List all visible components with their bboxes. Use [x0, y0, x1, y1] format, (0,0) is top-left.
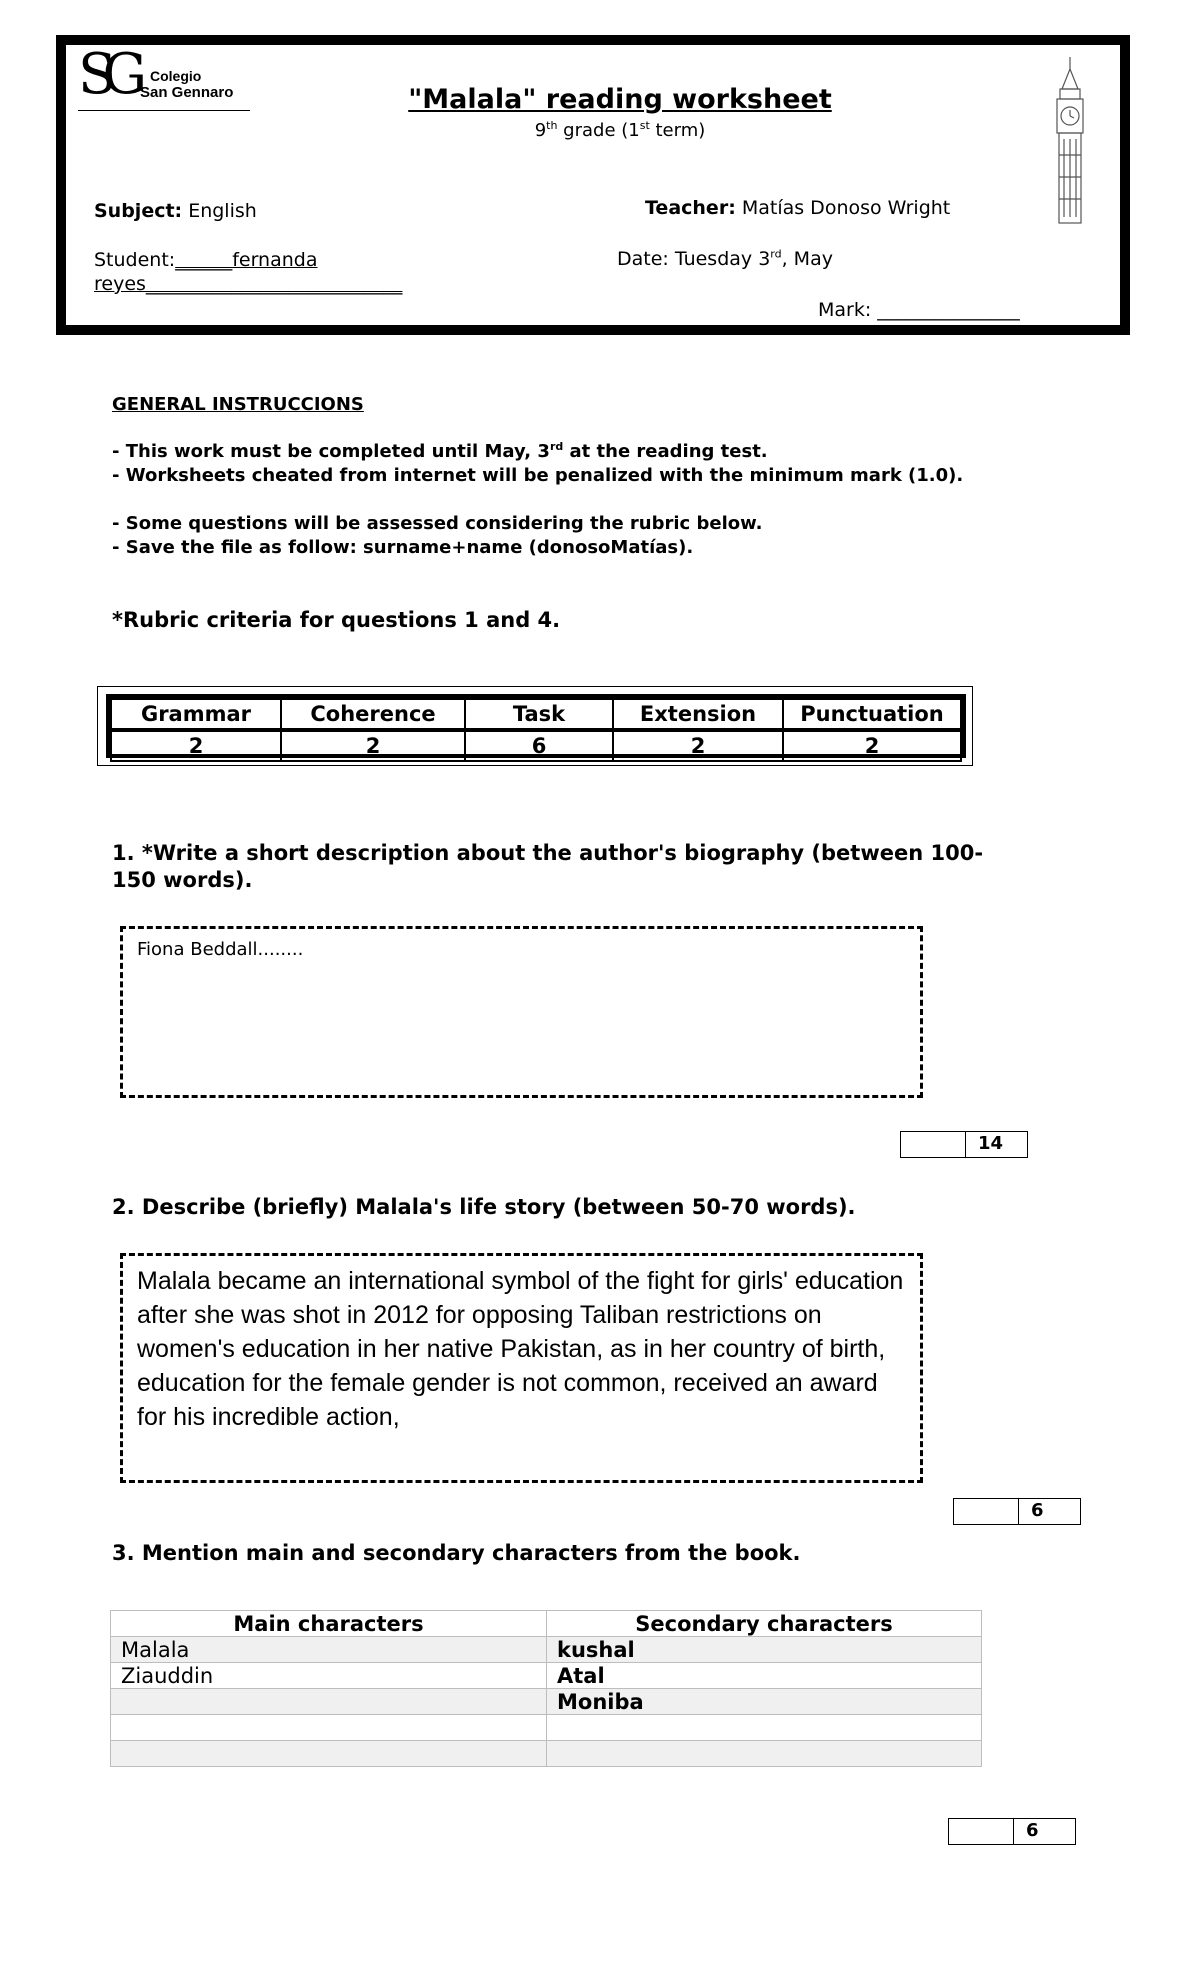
table-row: [111, 1637, 982, 1663]
date-field: Date: Tuesday 3rd, May: [617, 247, 833, 270]
column-main-characters: Main characters: [111, 1611, 547, 1637]
main-character-cell[interactable]: Ziauddin: [111, 1663, 547, 1689]
question-3: 3. Mention main and secondary characters from the book.: [112, 1541, 801, 1565]
answer-2-text: Malala became an international symbol of the fight for girls' education after she was shot in 2012 for opposing Taliban restrictions on women's education in her native Pakistan, as in her country of birth, education for the female gender is not common, received an award for his incredible action,: [137, 1267, 904, 1431]
score-value-1: 14: [978, 1133, 1004, 1154]
instruction-cheating: - Worksheets cheated from internet will be penalized with the minimum mark (1.0).: [112, 465, 964, 486]
logo-line-san-gennaro: San Gennaro: [140, 84, 234, 101]
rubric-title: *Rubric criteria for questions 1 and 4.: [112, 608, 561, 632]
subject-field: Subject: English: [94, 200, 257, 222]
logo-line-colegio: Colegio: [150, 68, 202, 84]
score-box-1: [900, 1131, 1028, 1158]
mark-field: Mark: _______________: [818, 299, 1020, 321]
teacher-field: Teacher: Matías Donoso Wright: [645, 197, 951, 219]
instruction-rubric: - Some questions will be assessed considering the rubric below.: [112, 513, 763, 534]
main-character-cell[interactable]: [111, 1741, 547, 1767]
rubric-header-coherence: Coherence: [281, 699, 465, 730]
rubric-value-coherence: 2: [281, 730, 465, 761]
logo-monogram: SG: [78, 42, 134, 107]
question-1: 1. *Write a short description about the author's biography (between 100-150 words).: [112, 841, 984, 892]
clock-tower-icon: [1040, 55, 1100, 225]
question-2: 2. Describe (briefly) Malala's life story (between 50-70 words).: [112, 1195, 856, 1219]
rubric-value-task: 6: [465, 730, 613, 761]
main-character-cell[interactable]: [111, 1715, 547, 1741]
score-input-3[interactable]: [949, 1819, 1014, 1844]
score-input-2[interactable]: [954, 1499, 1019, 1524]
secondary-character-cell[interactable]: [547, 1715, 982, 1741]
grade-term: 9th grade (1st term): [534, 119, 706, 141]
student-field: Student:______fernanda reyes___________________________: [94, 249, 403, 295]
answer-1-text: Fiona Beddall........: [137, 939, 304, 960]
instructions-title: GENERAL INSTRUCCIONS: [112, 394, 364, 415]
rubric-header-grammar: Grammar: [111, 699, 281, 730]
score-value-3: 6: [1026, 1820, 1039, 1841]
secondary-character-cell[interactable]: kushal: [547, 1637, 982, 1663]
table-row: [111, 1663, 982, 1689]
score-value-2: 6: [1031, 1500, 1044, 1521]
table-row: [111, 1715, 982, 1741]
instruction-deadline: - This work must be completed until May, 3rd at the reading test.: [112, 440, 768, 462]
table-row: [111, 1741, 982, 1767]
instruction-filename: - Save the file as follow: surname+name (donosoMatías).: [112, 537, 694, 558]
score-box-3: [948, 1818, 1076, 1845]
answer-2-box[interactable]: [120, 1253, 923, 1483]
worksheet-title: "Malala" reading worksheet: [408, 84, 832, 115]
score-box-2: [953, 1498, 1081, 1525]
rubric-header-task: Task: [465, 699, 613, 730]
rubric-value-extension: 2: [613, 730, 783, 761]
main-character-cell[interactable]: Malala: [111, 1637, 547, 1663]
score-input-1[interactable]: [901, 1132, 966, 1157]
rubric-value-grammar: 2: [111, 730, 281, 761]
answer-1-box[interactable]: [120, 926, 923, 1098]
table-row: [111, 1689, 982, 1715]
characters-table: [110, 1610, 982, 1767]
rubric-header-punctuation: Punctuation: [783, 699, 961, 730]
rubric-value-punctuation: 2: [783, 730, 961, 761]
main-character-cell[interactable]: [111, 1689, 547, 1715]
secondary-character-cell[interactable]: [547, 1741, 982, 1767]
secondary-character-cell[interactable]: Moniba: [547, 1689, 982, 1715]
rubric-table: [106, 694, 966, 758]
secondary-character-cell[interactable]: Atal: [547, 1663, 982, 1689]
column-secondary-characters: Secondary characters: [547, 1611, 982, 1637]
rubric-header-extension: Extension: [613, 699, 783, 730]
